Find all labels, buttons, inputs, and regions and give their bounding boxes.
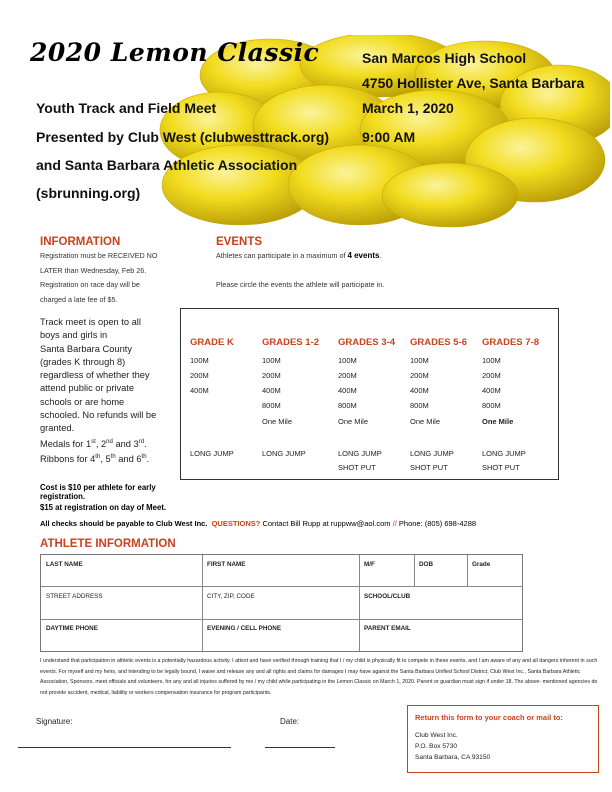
athlete-info-form <box>40 554 523 652</box>
street-address-field[interactable]: STREET ADDRESS <box>46 593 103 600</box>
presented-by: Presented by Club West (clubwesttrack.org) <box>36 129 330 145</box>
info-line: boys and girls in <box>40 330 108 341</box>
event-option[interactable]: LONG JUMP <box>482 449 526 458</box>
event-option[interactable]: 400M <box>190 386 209 395</box>
event-option[interactable]: LONG JUMP <box>262 449 306 458</box>
event-option[interactable]: One Mile <box>262 417 293 426</box>
return-address: Club West Inc. P.O. Box 5730 Santa Barbara, CA 93150 <box>415 732 491 761</box>
signature-label: Signature: <box>36 717 73 726</box>
dob-field[interactable]: DOB <box>419 561 433 568</box>
info-line: Registration on race day will be <box>40 280 140 289</box>
early-cost: Cost is $10 per athlete for early registration. <box>40 483 156 501</box>
event-option[interactable]: 100M <box>338 356 357 365</box>
event-option[interactable]: 800M <box>482 401 501 410</box>
first-name-field[interactable]: FIRST NAME <box>207 561 246 568</box>
info-line: attend public or private <box>40 383 135 394</box>
event-option[interactable]: 100M <box>262 356 281 365</box>
medals-line: Medals for 1st, 2nd and 3rd. <box>40 438 147 449</box>
info-line: schooled. No refunds will be <box>40 410 157 421</box>
grade-column-header: GRADES 3-4 <box>338 337 396 348</box>
grade-column-header: GRADES 1-2 <box>262 337 320 348</box>
info-line: Santa Barbara County <box>40 343 132 354</box>
event-option[interactable]: 400M <box>410 386 429 395</box>
waiver-text: I understand that participation in athletic events is a potentially hazardous activity. I attest and have verified through training that I / my child is physically fit to compete in these events, and I am aware of any and all dangers inherent in such events. For myself and my heirs, and intending to be legally bound, I waive and release any and all rights and claims for damages I may have against the Santa Barbara Unified School District, Club West Inc., Santa Barbara Athletic Association, Sponsors, meet officials and volunteers, for any and all injuries suffered by me / my child while participating in the Lemon Classic on March 1, 2020. Parent or guardian must sign if under 18. The above- mentioned agencies do not provide accident, medical, liability or workers compensation insurance for program participants. <box>40 658 598 696</box>
grade-column-header: GRADES 5-6 <box>410 337 468 348</box>
event-date: March 1, 2020 <box>362 100 454 116</box>
info-line: Track meet is open to all <box>40 317 141 327</box>
date-label: Date: <box>280 717 300 726</box>
event-option[interactable]: LONG JUMP <box>410 449 454 458</box>
venue-name: San Marcos High School <box>362 50 527 66</box>
info-line: granted. <box>40 423 75 434</box>
checks-contact-line: All checks should be payable to Club West Inc. QUESTIONS? Contact Bill Rupp at ruppww@aol.com // Phone: (805) 698-4288 <box>40 519 477 528</box>
return-heading: Return this form to your coach or mail to: <box>415 713 563 722</box>
parent-email-field[interactable]: PARENT EMAIL <box>364 625 411 632</box>
event-option[interactable]: 400M <box>338 386 357 395</box>
event-option[interactable]: 400M <box>262 386 281 395</box>
school-club-field[interactable]: SCHOOL/CLUB <box>364 593 411 600</box>
event-option[interactable]: 800M <box>262 401 281 410</box>
date-line[interactable] <box>265 747 335 748</box>
page-title: 2020 Lemon Classic <box>30 38 320 67</box>
return-box <box>407 705 599 773</box>
track-meet-info <box>40 316 190 466</box>
event-option[interactable]: 200M <box>482 371 501 380</box>
event-option[interactable]: SHOT PUT <box>410 463 448 472</box>
daytime-phone-field[interactable]: DAYTIME PHONE <box>46 625 98 632</box>
evening-phone-field[interactable]: EVENING / CELL PHONE <box>207 625 282 632</box>
event-option[interactable]: SHOT PUT <box>482 463 520 472</box>
day-of-cost: $15 at registration on day of Meet. <box>40 503 167 512</box>
last-name-field[interactable]: LAST NAME <box>46 561 83 568</box>
grade-field[interactable]: Grade <box>472 561 491 568</box>
event-option[interactable]: 100M <box>410 356 429 365</box>
information-heading: INFORMATION <box>40 236 121 248</box>
registration-info <box>40 249 210 307</box>
city-zip-field[interactable]: CITY, ZIP, CODE <box>207 593 255 600</box>
event-option[interactable]: 800M <box>338 401 357 410</box>
event-option[interactable]: LONG JUMP <box>190 449 234 458</box>
venue-address: 4750 Hollister Ave, Santa Barbara <box>362 75 585 91</box>
event-option[interactable]: One Mile <box>410 417 441 426</box>
events-circle-note: Please circle the events the athlete will participate in. <box>216 280 385 289</box>
event-option[interactable]: 200M <box>410 371 429 380</box>
event-option[interactable]: 800M <box>410 401 429 410</box>
signature-line[interactable] <box>18 747 231 748</box>
event-option[interactable]: 100M <box>482 356 501 365</box>
event-time: 9:00 AM <box>362 129 416 145</box>
gender-field[interactable]: M/F <box>364 561 375 568</box>
grade-column-header: GRADE K <box>190 337 234 348</box>
info-line: schools or are home <box>40 396 125 407</box>
info-line: LATER than Wednesday, Feb 26. <box>40 265 147 275</box>
event-option[interactable]: One Mile <box>482 417 514 426</box>
info-line: (grades K through 8) <box>40 356 126 367</box>
event-option[interactable]: SHOT PUT <box>338 463 376 472</box>
event-option[interactable]: LONG JUMP <box>338 449 382 458</box>
athlete-info-heading: ATHLETE INFORMATION <box>40 538 176 550</box>
event-option[interactable]: 200M <box>338 371 357 380</box>
meet-subtitle: Youth Track and Field Meet <box>36 100 217 116</box>
info-line: charged a late fee of $5. <box>40 294 118 304</box>
info-line: regardless of whether they <box>40 370 150 381</box>
presented-by-3: (sbrunning.org) <box>36 185 141 201</box>
events-max-note: Athletes can participate in a maximum of 4 events. <box>216 251 382 260</box>
event-option[interactable]: 200M <box>262 371 281 380</box>
events-heading: EVENTS <box>216 236 263 248</box>
info-line: Registration must be RECEIVED NO <box>40 251 158 260</box>
event-option[interactable]: 100M <box>190 356 209 365</box>
grade-column-header: GRADES 7-8 <box>482 337 540 348</box>
presented-by-2: and Santa Barbara Athletic Association <box>36 157 298 173</box>
event-option[interactable]: 200M <box>190 371 209 380</box>
event-option[interactable]: 400M <box>482 386 501 395</box>
event-option[interactable]: One Mile <box>338 417 369 426</box>
ribbons-line: Ribbons for 4th, 5th and 6th. <box>40 454 150 465</box>
